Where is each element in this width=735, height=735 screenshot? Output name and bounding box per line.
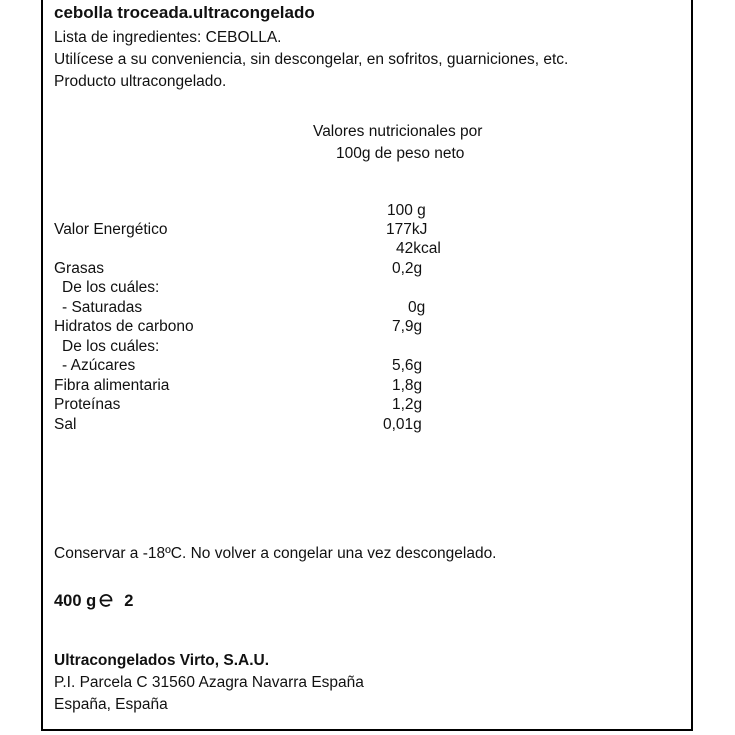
nutrition-label-salt: Sal [54, 416, 77, 433]
nutrition-value-energy-kj: 177kJ [386, 221, 428, 238]
estimated-sign-icon [97, 591, 115, 609]
nutrition-label-protein: Proteínas [54, 396, 121, 413]
nutrition-column-header: 100 g [387, 202, 426, 219]
nutrition-value-salt: 0,01g [383, 416, 422, 433]
nutrition-value-carbs: 7,9g [392, 318, 423, 335]
manufacturer-address: P.I. Parcela C 31560 Azagra Navarra España [54, 674, 364, 691]
nutrition-label-sugars: - Azúcares [62, 357, 136, 374]
nutrition-label-energy: Valor Energético [54, 221, 168, 238]
nutrition-label-fat: Grasas [54, 260, 104, 277]
nutrition-value-saturated: 0g [408, 299, 426, 316]
nutrition-value-protein: 1,2g [392, 396, 423, 413]
manufacturer-name: Ultracongelados Virto, S.A.U. [54, 652, 270, 669]
product-title: cebolla troceada.ultracongelado [54, 3, 315, 22]
nutrition-value-fat: 0,2g [392, 260, 423, 277]
manufacturer-country: España, España [54, 696, 168, 713]
nutrition-label-saturated: - Saturadas [62, 299, 143, 316]
nutrition-label-carbs: Hidratos de carbono [54, 318, 194, 335]
nutrition-value-fiber: 1,8g [392, 377, 423, 394]
nutrition-header-line1: Valores nutricionales por [313, 123, 483, 140]
nutrition-label-of-which-2: De los cuáles: [62, 338, 160, 355]
storage-instructions: Conservar a -18ºC. No volver a congelar una vez descongelado. [54, 545, 497, 562]
label-frame [41, 0, 693, 731]
usage-text: Utilícese a su conveniencia, sin descongelar, en sofritos, guarniciones, etc. [54, 51, 569, 68]
product-type-text: Producto ultracongelado. [54, 73, 227, 90]
nutrition-value-sugars: 5,6g [392, 357, 423, 374]
nutrition-label-fiber: Fibra alimentaria [54, 377, 170, 394]
ingredients-text: Lista de ingredientes: CEBOLLA. [54, 29, 282, 46]
nutrition-value-energy-kcal: 42kcal [396, 240, 441, 257]
net-weight-value: 400 g [54, 592, 97, 610]
nutrition-header-line2: 100g de peso neto [336, 145, 465, 162]
net-weight [54, 591, 133, 610]
net-weight-count: 2 [124, 592, 134, 610]
nutrition-label-of-which-1: De los cuáles: [62, 279, 160, 296]
